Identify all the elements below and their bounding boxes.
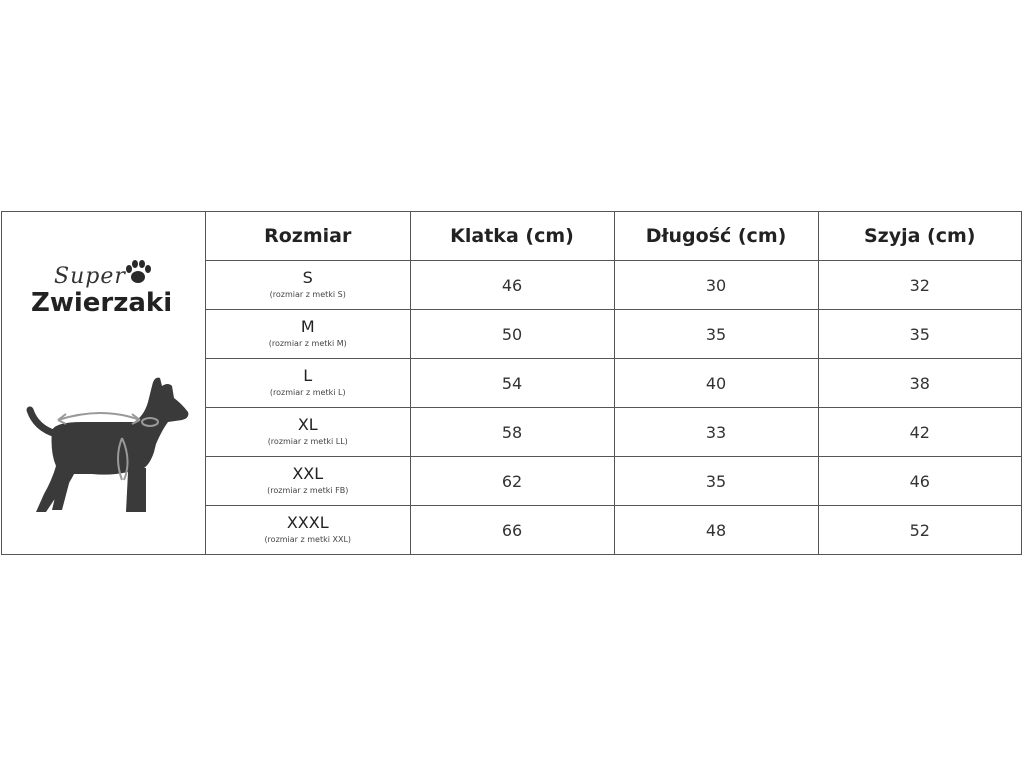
klatka-cell: 46 xyxy=(410,261,614,310)
table-row xyxy=(206,261,1021,310)
klatka-cell: 62 xyxy=(410,457,614,506)
table-row xyxy=(206,457,1021,506)
paw-icon xyxy=(124,259,152,285)
szyja-cell: 32 xyxy=(818,261,1021,310)
brand-cell xyxy=(2,212,206,554)
size-label: XXL xyxy=(292,464,324,483)
header-klatka: Klatka (cm) xyxy=(410,212,614,261)
header-rozmiar: Rozmiar xyxy=(206,212,410,261)
size-tag: (rozmiar z metki L) xyxy=(269,388,346,397)
size-chart xyxy=(1,211,1022,555)
size-cell xyxy=(206,359,410,408)
table-row xyxy=(206,408,1021,457)
size-tag: (rozmiar z metki FB) xyxy=(267,486,349,495)
klatka-cell: 58 xyxy=(410,408,614,457)
brand-super-text: Super xyxy=(54,264,126,289)
size-label: M xyxy=(300,317,315,336)
table-row xyxy=(206,310,1021,359)
size-cell xyxy=(206,457,410,506)
szyja-cell: 35 xyxy=(818,310,1021,359)
szyja-cell: 42 xyxy=(818,408,1021,457)
table-header-row xyxy=(206,212,1021,261)
brand-name-text: Zwierzaki xyxy=(31,288,173,318)
size-cell xyxy=(206,261,410,310)
dlugosc-cell: 35 xyxy=(614,457,818,506)
klatka-cell: 54 xyxy=(410,359,614,408)
size-label: S xyxy=(302,268,313,287)
size-table xyxy=(206,212,1021,554)
size-label: L xyxy=(303,366,313,385)
szyja-cell: 38 xyxy=(818,359,1021,408)
size-label: XL xyxy=(297,415,318,434)
table-row xyxy=(206,506,1021,555)
dlugosc-cell: 40 xyxy=(614,359,818,408)
header-szyja: Szyja (cm) xyxy=(818,212,1021,261)
table-row xyxy=(206,359,1021,408)
dlugosc-cell: 30 xyxy=(614,261,818,310)
szyja-cell: 46 xyxy=(818,457,1021,506)
klatka-cell: 66 xyxy=(410,506,614,555)
dlugosc-cell: 35 xyxy=(614,310,818,359)
dog-measurement-icon xyxy=(22,372,192,512)
size-label: XXXL xyxy=(286,513,329,532)
header-dlugosc: Długość (cm) xyxy=(614,212,818,261)
klatka-cell: 50 xyxy=(410,310,614,359)
size-tag: (rozmiar z metki LL) xyxy=(267,437,348,446)
size-cell xyxy=(206,506,410,555)
size-tag: (rozmiar z metki M) xyxy=(268,339,347,348)
szyja-cell: 52 xyxy=(818,506,1021,555)
dlugosc-cell: 48 xyxy=(614,506,818,555)
size-cell xyxy=(206,408,410,457)
size-tag: (rozmiar z metki XXL) xyxy=(264,535,352,544)
size-tag: (rozmiar z metki S) xyxy=(269,290,346,299)
size-cell xyxy=(206,310,410,359)
dlugosc-cell: 33 xyxy=(614,408,818,457)
